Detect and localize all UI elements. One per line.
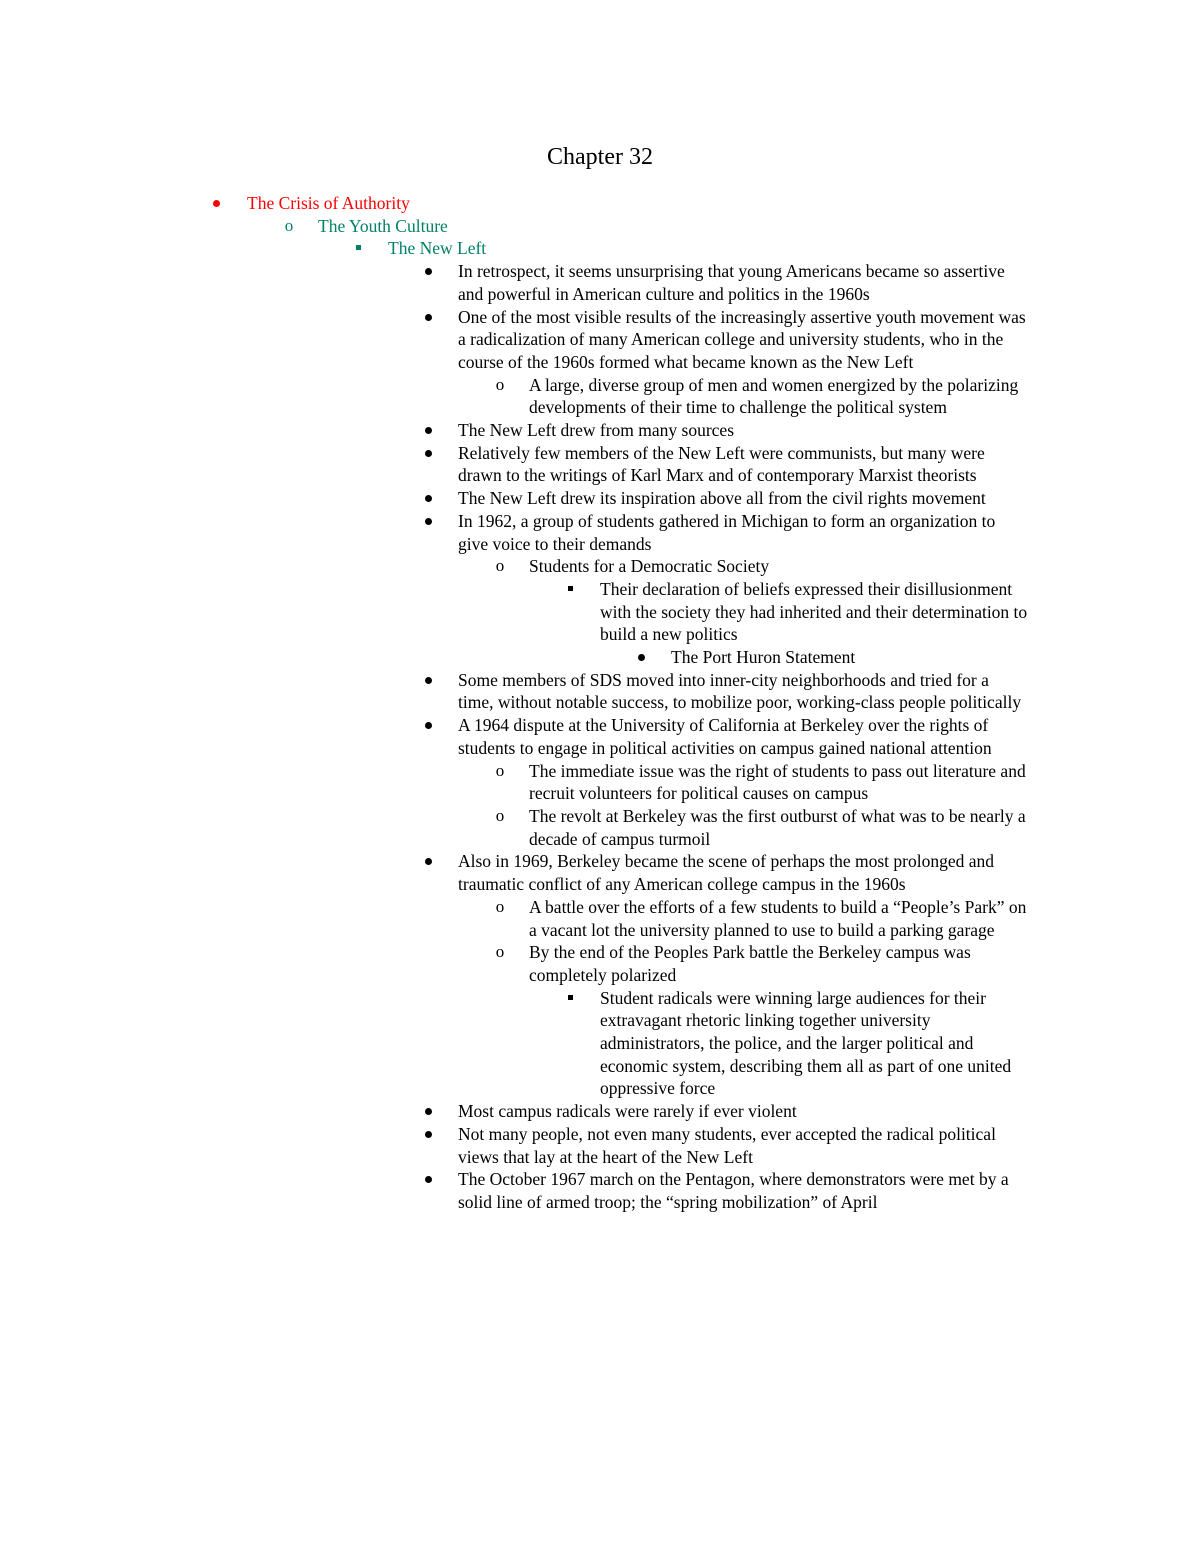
bullet-circle-icon: o xyxy=(495,805,505,825)
bullet-circle-icon: o xyxy=(495,760,505,780)
outline-item-text: Their declaration of beliefs expressed their disillusionment with the society they had inherited and their determination to build a new politics xyxy=(600,578,1028,645)
outline-item xyxy=(0,419,1200,442)
outline-item-text: Also in 1969, Berkeley became the scene of perhaps the most prolonged and traumatic conflict of any American college campus in the 1960s xyxy=(458,851,995,895)
outline-item xyxy=(0,215,1200,238)
outline-item-text: The Port Huron Statement xyxy=(671,647,856,668)
outline-item-text: A 1964 dispute at the University of California at Berkeley over the rights of students to engage in political activities on campus gained national attention xyxy=(458,715,992,758)
outline-item-text: The October 1967 march on the Pentagon, where demonstrators were met by a solid line of armed troop; the “spring mobilization” of April xyxy=(458,1169,1009,1212)
outline-item-text: One of the most visible results of the increasingly assertive youth movement was a radicalization of many American college and university students, who in the course of the 1960s formed what became known as the New Left xyxy=(458,306,1026,372)
outline-item-text: The revolt at Berkeley was the first outburst of what was to be nearly a decade of campus turmoil xyxy=(529,805,1026,849)
outline-item-text: By the end of the Peoples Park battle the Berkeley campus was completely polarized xyxy=(529,942,971,985)
outline-item-text: The New Left drew from many sources xyxy=(458,420,735,441)
outline-list xyxy=(0,192,1200,1214)
outline-item-text: A battle over the efforts of a few students to build a “People’s Park” on a vacant lot the university planned to use to build a parking garage xyxy=(529,896,1027,940)
outline-item-text: Relatively few members of the New Left were communists, but many were drawn to the writings of Karl Marx and of contemporary Marxist theorists xyxy=(458,442,985,486)
outline-item xyxy=(0,555,1200,578)
outline-item xyxy=(0,669,1200,714)
outline-item xyxy=(0,192,1200,215)
outline-item-text: The Crisis of Authority xyxy=(247,193,410,213)
outline-item xyxy=(0,760,1200,805)
bullet-circle-icon: o xyxy=(284,215,294,235)
outline-item-text: Not many people, not even many students, ever accepted the radical political views that lay at the heart of the New Left xyxy=(458,1123,996,1167)
outline-item xyxy=(0,510,1200,555)
outline-item xyxy=(0,578,1200,646)
outline-item-text: Some members of SDS moved into inner-city neighborhoods and tried for a time, without notable success, to mobilize poor, working-class people politically xyxy=(458,669,1022,713)
outline-item xyxy=(0,714,1200,759)
outline-item-text: Students for a Democratic Society xyxy=(529,556,770,577)
outline-item-text: A large, diverse group of men and women energized by the polarizing developments of their time to challenge the political system xyxy=(529,374,1019,418)
outline-item xyxy=(0,306,1200,374)
outline-item-text: Most campus radicals were rarely if ever violent xyxy=(458,1101,797,1122)
outline-item-text: In retrospect, it seems unsurprising that young Americans became so assertive and powerful in American culture and politics in the 1960s xyxy=(458,261,1005,304)
outline-item-text: The New Left xyxy=(388,238,487,259)
outline-item xyxy=(0,374,1200,419)
bullet-circle-icon: o xyxy=(495,942,505,962)
outline-item xyxy=(0,941,1200,986)
outline-item-text: The immediate issue was the right of students to pass out literature and recruit volunteers for political causes on campus xyxy=(529,760,1026,804)
bullet-circle-icon: o xyxy=(495,374,505,394)
outline-item xyxy=(0,260,1200,305)
outline-item xyxy=(0,442,1200,487)
outline-item xyxy=(0,805,1200,850)
outline-item xyxy=(0,987,1200,1101)
bullet-circle-icon: o xyxy=(495,556,505,576)
outline-item-text: The Youth Culture xyxy=(318,215,448,236)
outline-item xyxy=(0,896,1200,941)
outline-item xyxy=(0,646,1200,669)
outline-item xyxy=(0,487,1200,510)
bullet-circle-icon: o xyxy=(495,896,505,916)
page-title: Chapter 32 xyxy=(547,144,653,170)
outline-item xyxy=(0,1100,1200,1123)
outline-item-text: Student radicals were winning large audiences for their extravagant rhetoric linking together university administrators, the police, and the larger political and economic system, describing them all as part of one united oppressive force xyxy=(600,987,1012,1099)
outline-item-text: In 1962, a group of students gathered in Michigan to form an organization to give voice to their demands xyxy=(458,510,996,554)
outline-item xyxy=(0,237,1200,260)
outline-item xyxy=(0,1168,1200,1213)
outline-item xyxy=(0,1123,1200,1168)
outline-item-text: The New Left drew its inspiration above all from the civil rights movement xyxy=(458,488,986,509)
outline-item xyxy=(0,850,1200,895)
